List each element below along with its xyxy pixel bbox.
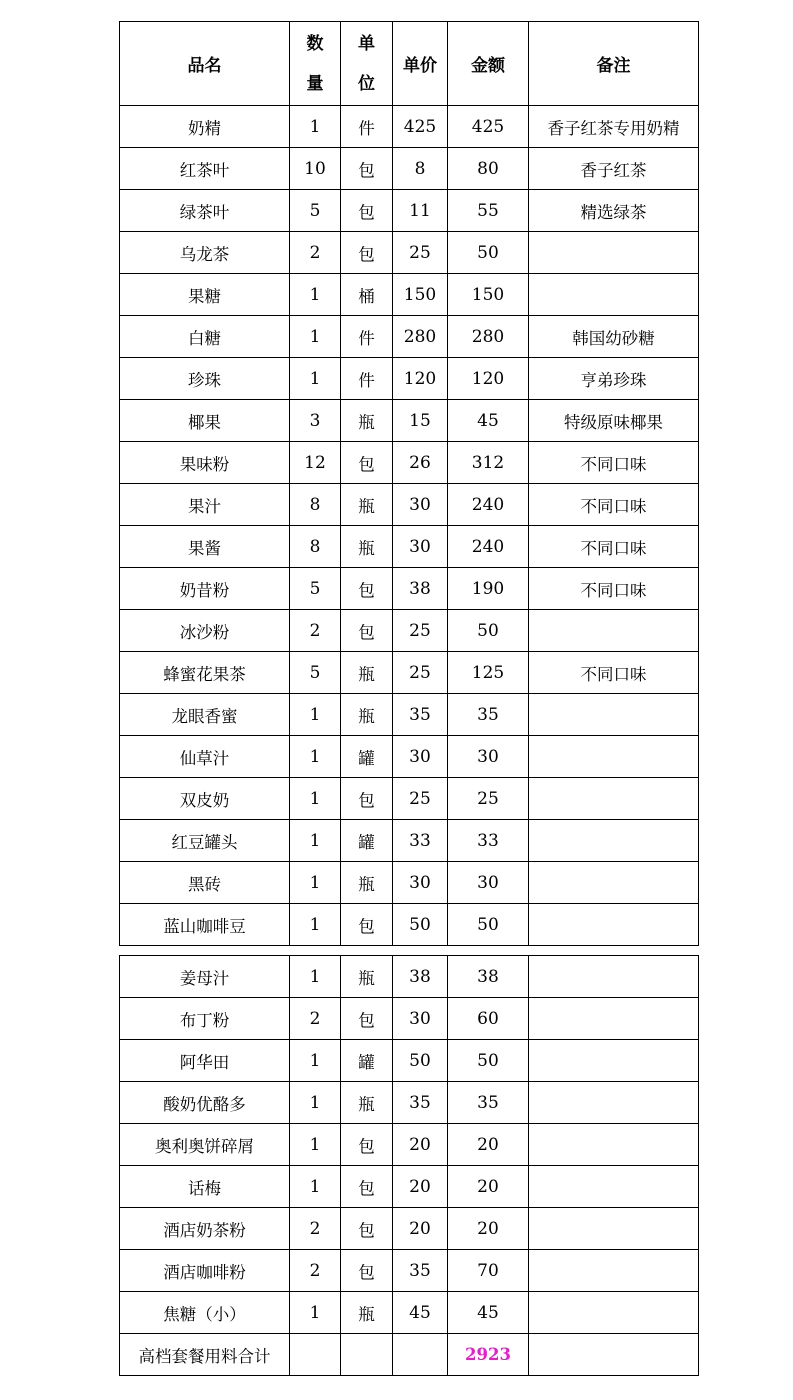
cell-qty: 1 [290,1166,341,1208]
cell-price: 11 [393,190,448,232]
table-row [120,610,699,652]
cell-name: 果味粉 [120,442,290,484]
table-row [120,1040,699,1082]
cell-name: 奥利奥饼碎屑 [120,1124,290,1166]
total-note-cell [529,1334,699,1376]
cell-note: 不同口味 [529,652,699,694]
cell-note [529,904,699,946]
cell-qty: 5 [290,652,341,694]
cell-unit: 包 [341,1166,393,1208]
cell-unit: 包 [341,442,393,484]
cell-note [529,694,699,736]
header-qty: 数 量 [290,22,341,106]
cell-name: 蜂蜜花果茶 [120,652,290,694]
cell-qty: 1 [290,694,341,736]
total-price-cell [393,1334,448,1376]
cell-note [529,1166,699,1208]
cell-unit: 件 [341,316,393,358]
cell-qty: 1 [290,736,341,778]
cell-price: 38 [393,568,448,610]
header-price: 单价 [393,22,448,106]
cell-note [529,232,699,274]
cell-amount: 150 [448,274,529,316]
cell-unit: 包 [341,778,393,820]
table-row [120,316,699,358]
cell-name: 黑砖 [120,862,290,904]
table-row [120,736,699,778]
cell-amount: 50 [448,1040,529,1082]
cell-amount: 25 [448,778,529,820]
cell-name: 蓝山咖啡豆 [120,904,290,946]
cell-name: 乌龙茶 [120,232,290,274]
cell-note: 不同口味 [529,484,699,526]
cell-unit: 瓶 [341,484,393,526]
cell-note: 不同口味 [529,568,699,610]
cell-amount: 55 [448,190,529,232]
cell-qty: 1 [290,956,341,998]
total-label: 高档套餐用料合计 [120,1334,290,1376]
table-row [120,148,699,190]
table-row [120,1208,699,1250]
cell-amount: 45 [448,400,529,442]
cell-qty: 1 [290,1040,341,1082]
cell-qty: 1 [290,778,341,820]
ingredients-table-part2 [119,955,699,1376]
cell-name: 珍珠 [120,358,290,400]
table-row [120,904,699,946]
table-row [120,358,699,400]
cell-name: 双皮奶 [120,778,290,820]
cell-note: 香子红茶专用奶精 [529,106,699,148]
cell-price: 30 [393,484,448,526]
cell-price: 8 [393,148,448,190]
cell-qty: 2 [290,1208,341,1250]
table-row [120,484,699,526]
cell-price: 150 [393,274,448,316]
cell-qty: 1 [290,1082,341,1124]
cell-note [529,1208,699,1250]
cell-price: 35 [393,694,448,736]
table-row [120,190,699,232]
cell-qty: 3 [290,400,341,442]
cell-price: 50 [393,904,448,946]
cell-amount: 30 [448,862,529,904]
cell-amount: 35 [448,694,529,736]
cell-unit: 包 [341,190,393,232]
cell-price: 38 [393,956,448,998]
cell-price: 425 [393,106,448,148]
cell-price: 20 [393,1124,448,1166]
cell-price: 26 [393,442,448,484]
cell-name: 奶昔粉 [120,568,290,610]
cell-note [529,820,699,862]
cell-qty: 1 [290,358,341,400]
header-unit: 单 位 [341,22,393,106]
cell-amount: 50 [448,610,529,652]
cell-unit: 包 [341,904,393,946]
header-row [120,22,699,106]
cell-price: 30 [393,736,448,778]
cell-name: 冰沙粉 [120,610,290,652]
table-row [120,274,699,316]
table-row [120,998,699,1040]
cell-note: 亨弟珍珠 [529,358,699,400]
cell-qty: 5 [290,568,341,610]
cell-name: 红茶叶 [120,148,290,190]
cell-name: 椰果 [120,400,290,442]
cell-amount: 190 [448,568,529,610]
cell-unit: 包 [341,610,393,652]
cell-unit: 包 [341,1124,393,1166]
cell-note: 香子红茶 [529,148,699,190]
cell-qty: 8 [290,526,341,568]
cell-name: 龙眼香蜜 [120,694,290,736]
cell-note: 不同口味 [529,526,699,568]
cell-name: 话梅 [120,1166,290,1208]
cell-amount: 240 [448,526,529,568]
cell-qty: 1 [290,106,341,148]
cell-unit: 瓶 [341,1292,393,1334]
cell-note: 韩国幼砂糖 [529,316,699,358]
cell-unit: 瓶 [341,956,393,998]
cell-qty: 1 [290,820,341,862]
cell-price: 20 [393,1166,448,1208]
cell-price: 120 [393,358,448,400]
table-row [120,1124,699,1166]
cell-name: 仙草汁 [120,736,290,778]
table-row [120,778,699,820]
total-amount: 2923 [448,1334,529,1376]
cell-amount: 20 [448,1166,529,1208]
cell-name: 果酱 [120,526,290,568]
cell-note: 不同口味 [529,442,699,484]
cell-amount: 125 [448,652,529,694]
cell-name: 红豆罐头 [120,820,290,862]
cell-unit: 罐 [341,820,393,862]
cell-qty: 12 [290,442,341,484]
cell-amount: 38 [448,956,529,998]
cell-amount: 425 [448,106,529,148]
cell-note [529,956,699,998]
cell-note [529,1250,699,1292]
total-qty-cell [290,1334,341,1376]
table-row [120,862,699,904]
cell-note [529,998,699,1040]
table-row [120,400,699,442]
cell-amount: 240 [448,484,529,526]
cell-name: 酸奶优酪多 [120,1082,290,1124]
cell-note: 精选绿茶 [529,190,699,232]
cell-price: 45 [393,1292,448,1334]
cell-price: 25 [393,778,448,820]
table-row [120,232,699,274]
cell-name: 白糖 [120,316,290,358]
cell-price: 20 [393,1208,448,1250]
cell-price: 30 [393,526,448,568]
cell-unit: 包 [341,232,393,274]
cell-name: 酒店奶茶粉 [120,1208,290,1250]
table-row [120,1250,699,1292]
cell-note [529,1040,699,1082]
cell-unit: 包 [341,1250,393,1292]
cell-name: 绿茶叶 [120,190,290,232]
table-row [120,694,699,736]
cell-price: 280 [393,316,448,358]
cell-qty: 1 [290,274,341,316]
table-row [120,1166,699,1208]
cell-amount: 50 [448,904,529,946]
total-row [120,1334,699,1376]
cell-amount: 280 [448,316,529,358]
cell-unit: 桶 [341,274,393,316]
cell-price: 35 [393,1250,448,1292]
cell-unit: 件 [341,106,393,148]
cell-price: 35 [393,1082,448,1124]
cell-qty: 2 [290,998,341,1040]
cell-note [529,610,699,652]
cell-qty: 5 [290,190,341,232]
cell-qty: 1 [290,1124,341,1166]
header-note: 备注 [529,22,699,106]
cell-unit: 包 [341,998,393,1040]
cell-price: 25 [393,652,448,694]
cell-name: 姜母汁 [120,956,290,998]
cell-amount: 70 [448,1250,529,1292]
cell-amount: 80 [448,148,529,190]
cell-note [529,862,699,904]
table-row [120,106,699,148]
cell-qty: 1 [290,904,341,946]
cell-name: 酒店咖啡粉 [120,1250,290,1292]
total-unit-cell [341,1334,393,1376]
cell-amount: 45 [448,1292,529,1334]
cell-unit: 罐 [341,1040,393,1082]
table-row [120,442,699,484]
table-row [120,526,699,568]
table-row [120,820,699,862]
cell-amount: 20 [448,1124,529,1166]
cell-note [529,1292,699,1334]
cell-note [529,1124,699,1166]
cell-amount: 60 [448,998,529,1040]
cell-amount: 50 [448,232,529,274]
cell-price: 50 [393,1040,448,1082]
cell-note [529,274,699,316]
cell-price: 30 [393,862,448,904]
cell-unit: 包 [341,568,393,610]
cell-unit: 瓶 [341,400,393,442]
cell-name: 焦糖（小） [120,1292,290,1334]
table-row [120,568,699,610]
cell-price: 33 [393,820,448,862]
cell-amount: 35 [448,1082,529,1124]
cell-qty: 2 [290,1250,341,1292]
cell-unit: 瓶 [341,862,393,904]
ingredients-table-part1 [119,21,699,946]
cell-qty: 2 [290,232,341,274]
table-row [120,956,699,998]
cell-amount: 312 [448,442,529,484]
cell-amount: 120 [448,358,529,400]
cell-name: 布丁粉 [120,998,290,1040]
cell-unit: 包 [341,148,393,190]
cell-price: 25 [393,610,448,652]
cell-unit: 瓶 [341,526,393,568]
cell-qty: 10 [290,148,341,190]
table-row [120,652,699,694]
cell-name: 奶精 [120,106,290,148]
cell-price: 15 [393,400,448,442]
table-row [120,1082,699,1124]
cell-unit: 罐 [341,736,393,778]
cell-qty: 8 [290,484,341,526]
cell-unit: 瓶 [341,1082,393,1124]
cell-unit: 件 [341,358,393,400]
cell-note [529,778,699,820]
cell-qty: 1 [290,316,341,358]
cell-note [529,736,699,778]
cell-unit: 包 [341,1208,393,1250]
cell-qty: 2 [290,610,341,652]
cell-price: 30 [393,998,448,1040]
cell-note: 特级原味椰果 [529,400,699,442]
cell-amount: 33 [448,820,529,862]
cell-price: 25 [393,232,448,274]
cell-amount: 30 [448,736,529,778]
cell-amount: 20 [448,1208,529,1250]
cell-name: 果糖 [120,274,290,316]
cell-unit: 瓶 [341,694,393,736]
cell-qty: 1 [290,1292,341,1334]
cell-qty: 1 [290,862,341,904]
cell-unit: 瓶 [341,652,393,694]
table-row [120,1292,699,1334]
cell-name: 阿华田 [120,1040,290,1082]
cell-note [529,1082,699,1124]
header-amount: 金额 [448,22,529,106]
cell-name: 果汁 [120,484,290,526]
header-name: 品名 [120,22,290,106]
